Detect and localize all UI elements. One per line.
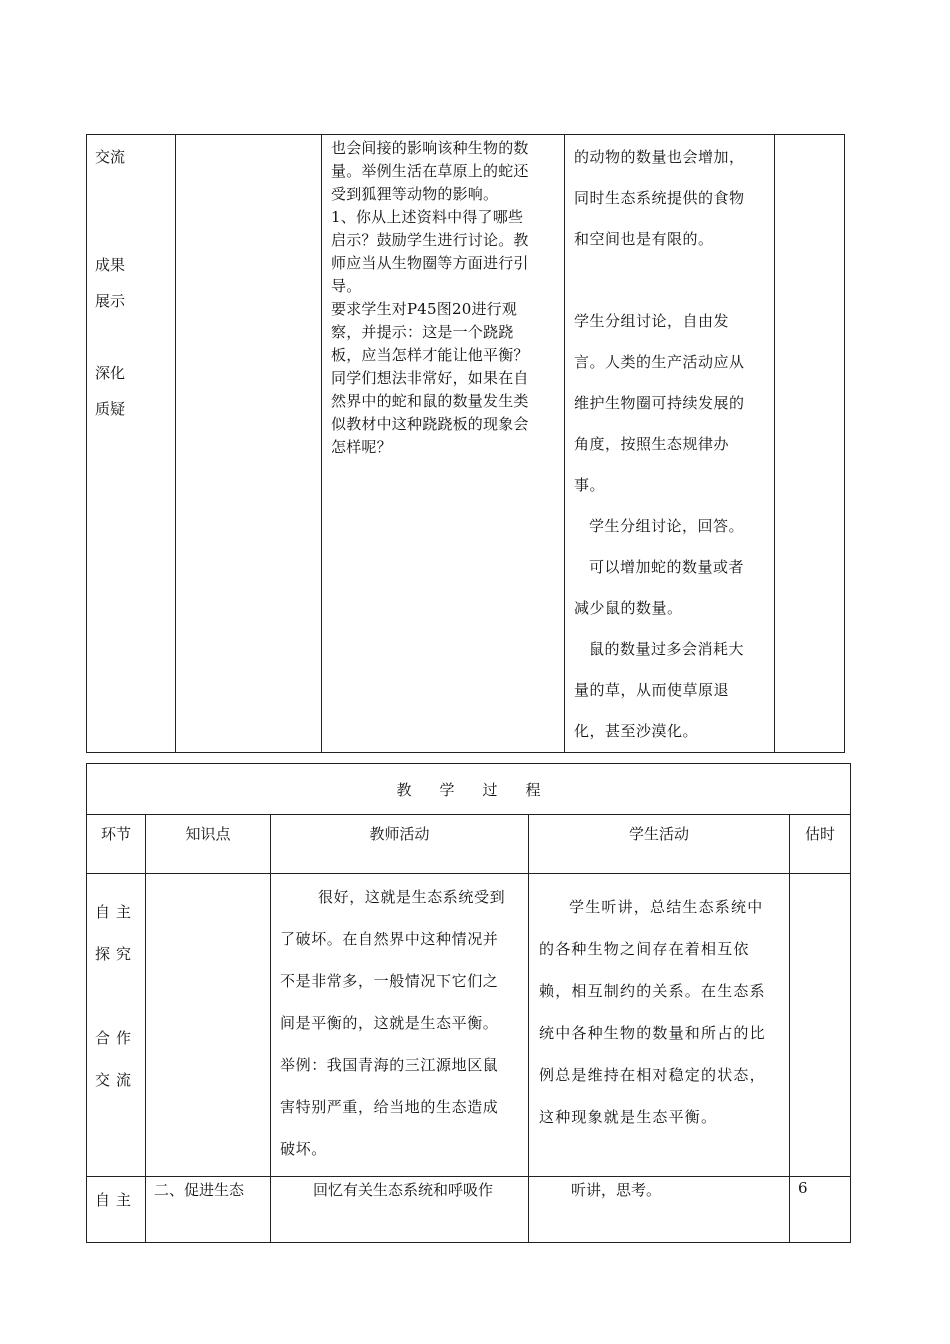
student-activity-line: 同时生态系统提供的食物: [574, 189, 745, 207]
stage-cell: [87, 874, 146, 1177]
teacher-activity-lines: [331, 137, 554, 459]
student-activity-line: 例总是维持在相对稳定的状态，: [539, 1066, 766, 1084]
stage-line: 自主: [95, 903, 138, 921]
header-time: 估时: [790, 815, 851, 874]
student-activity-cell: [565, 135, 775, 753]
teacher-activity-line: 同学们想法非常好，如果在自: [331, 369, 529, 387]
teacher-activity-line: 怎样呢？: [331, 438, 392, 456]
stage-line: 探究: [95, 945, 138, 963]
student-activity-line: 学生分组讨论，自由发: [574, 312, 730, 330]
teacher-activity-line: 察，并提示：这是一个跷跷: [331, 323, 514, 341]
stage-lines: [95, 139, 167, 427]
teacher-activity-line: 了破坏。在自然界中这种情况并: [280, 930, 499, 948]
stage-line: [95, 319, 167, 355]
teacher-activity-line: 板，应当怎样才能让他平衡？: [331, 346, 529, 364]
teacher-activity-lines: [280, 876, 520, 1170]
table-row: [87, 135, 845, 753]
student-activity-line: 可以增加蛇的数量或者: [589, 558, 745, 576]
stage-line: [95, 175, 167, 211]
teacher-activity-line: 要求学生对P45图20进行观: [331, 300, 518, 318]
student-activity-line: 赖，相互制约的关系。在生态系: [539, 982, 766, 1000]
student-activity-line: 鼠的数量过多会消耗大: [589, 640, 745, 658]
stage-line: 深化: [95, 364, 126, 382]
teacher-activity-line: 很好，这就是生态系统受到: [318, 888, 506, 906]
teacher-activity-cell: 回忆有关生态系统和呼吸作: [271, 1177, 529, 1243]
student-activity-line: 和空间也是有限的。: [574, 230, 714, 248]
teaching-process-table: [86, 763, 851, 1243]
teacher-activity-line: 似教材中这种跷跷板的现象会: [331, 415, 529, 433]
teacher-activity-line: 量。举例生活在草原上的蛇还: [331, 162, 529, 180]
student-activity-line: 事。: [574, 476, 606, 494]
time-cell: 6: [790, 1177, 851, 1243]
student-activity-cell: 听讲，思考。: [529, 1177, 790, 1243]
header-stage: 环节: [87, 815, 146, 874]
stage-line: 成果: [95, 256, 126, 274]
time-cell: [790, 874, 851, 1177]
student-activity-line: 这种现象就是生态平衡。: [539, 1108, 718, 1126]
stage-cell: [87, 135, 176, 753]
student-activity-line: 角度，按照生态规律办: [574, 435, 730, 453]
student-activity-cell: [529, 874, 790, 1177]
knowledge-cell: [146, 874, 271, 1177]
student-activity-lines: [539, 886, 783, 1138]
student-activity-line: 减少鼠的数量。: [574, 599, 683, 617]
stage-line: 展示: [95, 292, 126, 310]
student-activity-line: 化，甚至沙漠化。: [574, 722, 699, 740]
student-activity-lines: [574, 137, 770, 752]
stage-line: 质疑: [95, 400, 126, 418]
teacher-activity-line: 举例：我国青海的三江源地区鼠: [280, 1056, 499, 1074]
teacher-activity-line: 1、你从上述资料中得了哪些: [331, 208, 524, 226]
teacher-activity-line: 也会间接的影响该种生物的数: [331, 139, 529, 157]
teacher-activity-line: 师应当从生物圈等方面进行引: [331, 254, 529, 272]
teacher-activity-line: 启示？鼓励学生进行讨论。教: [331, 231, 529, 249]
student-activity-line: [574, 260, 770, 301]
teacher-activity-line: 导。: [331, 277, 362, 295]
header-row: [87, 815, 851, 874]
stage-line: [95, 211, 167, 247]
student-activity-line: 量的草，从而使草原退: [574, 681, 730, 699]
teacher-activity-line: 受到狐狸等动物的影响。: [331, 185, 499, 203]
table-row: [87, 1177, 851, 1243]
header-knowledge: 知识点: [146, 815, 271, 874]
stage-line: 交流: [95, 148, 126, 166]
header-teacher-activity: 教师活动: [271, 815, 529, 874]
time-cell: [775, 135, 845, 753]
student-activity-line: 学生听讲，总结生态系统中: [569, 898, 764, 916]
title-row: [87, 764, 851, 815]
student-activity-line: 维护生物圈可持续发展的: [574, 394, 745, 412]
lesson-table-continued: [86, 134, 845, 753]
teacher-activity-cell: [271, 874, 529, 1177]
stage-line: 合作: [95, 1029, 138, 1047]
student-activity-line: 统中各种生物的数量和所占的比: [539, 1024, 766, 1042]
student-activity-line: 的各种生物之间存在着相互依: [539, 940, 750, 958]
table-title: 教学过程: [87, 764, 851, 815]
student-activity-line: 言。人类的生产活动应从: [574, 353, 745, 371]
knowledge-cell: 二、促进生态: [146, 1177, 271, 1243]
teacher-activity-cell: [322, 135, 565, 753]
stage-line: [95, 975, 137, 1017]
knowledge-cell: [176, 135, 322, 753]
teacher-activity-line: 破坏。: [280, 1140, 327, 1158]
stage-line: 交流: [95, 1071, 138, 1089]
header-student-activity: 学生活动: [529, 815, 790, 874]
teacher-activity-line: 不是非常多，一般情况下它们之: [280, 972, 499, 990]
teacher-activity-line: 间是平衡的，这就是生态平衡。: [280, 1014, 499, 1032]
stage-lines: [95, 891, 137, 1101]
table-row: [87, 874, 851, 1177]
student-activity-line: 学生分组讨论，回答。: [589, 517, 745, 535]
stage-cell: 自主: [87, 1177, 146, 1243]
student-activity-line: 的动物的数量也会增加，: [574, 148, 745, 166]
teacher-activity-line: 然界中的蛇和鼠的数量发生类: [331, 392, 529, 410]
teacher-activity-line: 害特别严重，给当地的生态造成: [280, 1098, 499, 1116]
